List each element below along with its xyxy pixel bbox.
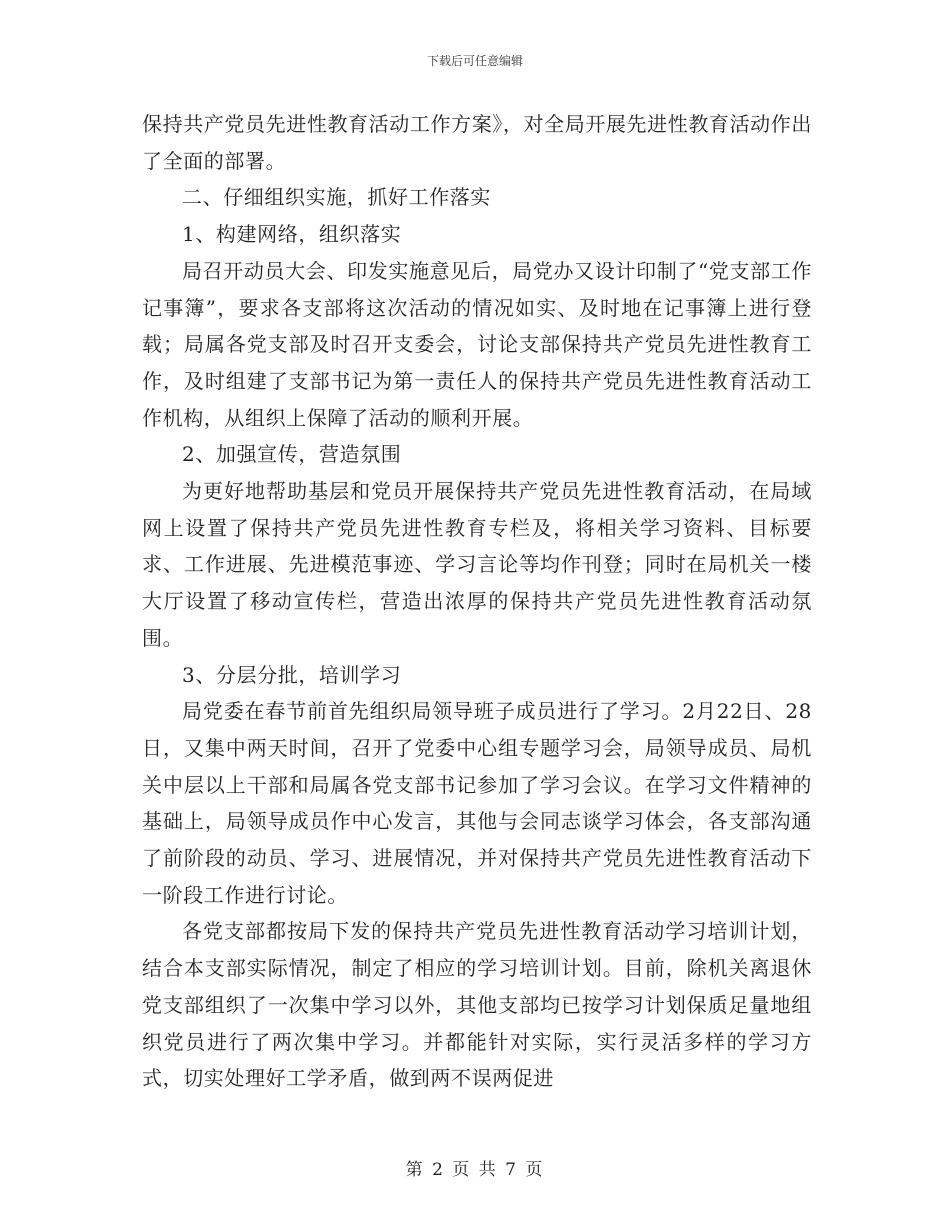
page-header-note: 下载后可任意编辑 [426,54,523,68]
paragraph-network: 局召开动员大会、印发实施意见后，局党办又设计印制了“党支部工作记事簿”，要求各支部将这次活动的情况如实、及时地在记事簿上进行登载；局属各党支部及时召开支委会，讨论支部保持共产党员先进性教育工作，及时组建了支部书记为第一责任人的保持共产党员先进性教育活动工作机构，从组织上保障了活动的顺利开展。 [142,258,812,430]
page-number: 第 2 页 共 7 页 [405,1160,545,1180]
paragraph-branches: 各党支部都按局下发的保持共产党员先进性教育活动学习培训计划，结合本支部实际情况，制定了相应的学习培训计划。目前，除机关离退休党支部组织了一次集中学习以外，其他支部均已按学习计划保质足量地组织党员进行了两次集中学习。并都能针对实际，实行灵活多样的学习方式，切实处理好工学矛盾，做到两不误两促进 [142,919,812,1091]
section-heading-2: 二、仔细组织实施，抓好工作落实 [182,185,491,210]
paragraph-1: 保持共产党员先进性教育活动工作方案》，对全局开展先进性教育活动作出了全面的部署。 [142,112,812,173]
paragraph-publicity: 为更好地帮助基层和党员开展保持共产党员先进性教育活动，在局域网上设置了保持共产党员先进性教育专栏及，将相关学习资料、目标要求、工作进展、先进模范事迹、学习言论等均作刊登；同时在局机关一楼大厅设置了移动宣传栏，营造出浓厚的保持共产党员先进性教育活动氛围。 [142,479,812,650]
subheading-3: 3、分层分批，培训学习 [182,662,402,687]
document-body [142,106,812,1097]
subheading-1: 1、构建网络，组织落实 [182,222,402,247]
paragraph-training: 局党委在春节前首先组织局领导班子成员进行了学习。2月22日、28日，又集中两天时间，召开了党委中心组专题学习会，局领导成员、局机关中层以上干部和局属各党支部书记参加了学习会议。在学习文件精神的基础上，局领导成员作中心发言，其他与会同志谈学习体会，各支部沟通了前阶段的动员、学习、进展情况，并对保持共产党员先进性教育活动下一阶段工作进行讨论。 [142,699,812,907]
subheading-2: 2、加强宣传，营造氛围 [182,442,402,467]
